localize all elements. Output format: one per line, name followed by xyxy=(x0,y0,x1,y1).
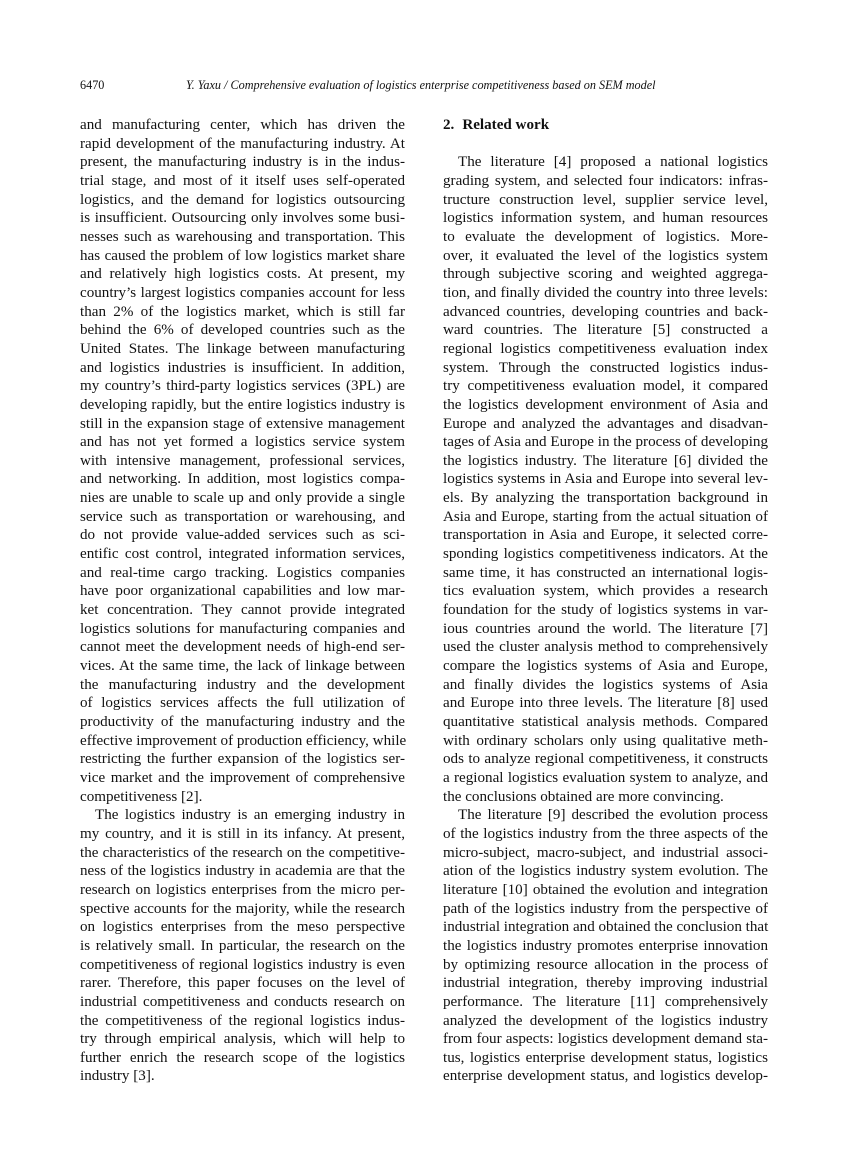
text-line: on logistics enterprises from the meso perspective xyxy=(80,919,405,936)
text-line: compare the logistics systems of Asia and Europe, xyxy=(443,658,768,675)
text-line: ods to analyze regional competitiveness, it constructs xyxy=(443,751,768,768)
text-line: els. By analyzing the transportation background in xyxy=(443,490,768,507)
text-line: try competitiveness evaluation model, it compared xyxy=(443,378,768,395)
text-line: logistics information system, and human resources xyxy=(443,210,768,227)
text-line: my country, and it is still in its infancy. At present, xyxy=(80,825,405,842)
text-line: with ordinary scholars only using qualitative meth- xyxy=(443,732,768,749)
text-line: nesses such as warehousing and transportation. This xyxy=(80,228,405,245)
text-line: the logistics industry promotes enterprise innovation xyxy=(443,937,768,954)
text-line: and networking. In addition, most logistics compa- xyxy=(80,471,405,488)
text-line: the conclusions obtained are more convincing. xyxy=(443,788,724,805)
text-line: present, the manufacturing industry is in the indus- xyxy=(80,154,405,171)
text-line: try through empirical analysis, which will help to xyxy=(80,1031,405,1048)
text-line: transportation in Asia and Europe, it selected corre- xyxy=(443,527,768,544)
text-line: path of the logistics industry from the perspective of xyxy=(443,900,768,917)
text-line: and real-time cargo tracking. Logistics companies xyxy=(80,564,405,581)
left-column xyxy=(80,116,405,1086)
text-line: rapid development of the manufacturing industry. At xyxy=(80,135,405,152)
text-line: spective accounts for the majority, while the research xyxy=(80,900,405,917)
text-line: behind the 6% of developed countries such as the xyxy=(80,322,405,339)
text-line: through subjective scoring and weighted aggrega- xyxy=(443,266,768,283)
text-line: United States. The linkage between manufacturing xyxy=(80,340,405,357)
text-line: my country’s third-party logistics services (3PL) are xyxy=(80,378,405,395)
text-line: logistics systems in Asia and Europe into several lev- xyxy=(443,471,768,488)
text-line: research on logistics enterprises from the micro per- xyxy=(80,881,405,898)
text-line: tus, logistics enterprise development status, logistics xyxy=(443,1049,768,1066)
text-line: tages of Asia and Europe in the process of developing xyxy=(443,434,768,451)
text-line: same time, it has constructed an international logis- xyxy=(443,564,768,581)
text-line: tion, and finally divided the country into three levels: xyxy=(443,284,768,301)
text-line: The literature [4] proposed a national logistics xyxy=(458,154,768,171)
text-line: used the cluster analysis method to comprehensively xyxy=(443,639,768,656)
text-line: have poor organizational capabilities and low mar- xyxy=(80,583,405,600)
text-line: and has not yet formed a logistics service system xyxy=(80,434,405,451)
text-line: foundation for the study of logistics systems in var- xyxy=(443,602,768,619)
text-line: nies are unable to scale up and only provide a single xyxy=(80,490,405,507)
text-line: sponding logistics competitiveness indicators. At the xyxy=(443,546,768,563)
text-line: competitiveness of regional logistics industry is even xyxy=(80,956,405,973)
paragraph xyxy=(80,806,405,1086)
text-line: The literature [9] described the evolution process xyxy=(458,807,768,824)
text-line: micro-subject, macro-subject, and industrial associ- xyxy=(443,844,768,861)
text-line: industry [3]. xyxy=(80,1068,155,1085)
text-line: competitiveness [2]. xyxy=(80,788,203,805)
text-line: country’s largest logistics companies account for less xyxy=(80,284,405,301)
text-line: is insufficient. Outsourcing only involves some busi- xyxy=(80,210,405,227)
text-line: further enrich the research scope of the logistics xyxy=(80,1049,405,1066)
text-line: logistics solutions for manufacturing companies and xyxy=(80,620,405,637)
text-line: trial stage, and most of it itself uses self-operated xyxy=(80,172,405,189)
text-line: the logistics industry. The literature [6] divided the xyxy=(443,452,768,469)
text-line: of the logistics industry from the three aspects of the xyxy=(443,825,768,842)
text-line: productivity of the manufacturing industry and the xyxy=(80,714,405,730)
text-line: tics evaluation system, which provides a research xyxy=(443,583,768,600)
text-line: vice market and the improvement of comprehensive xyxy=(80,769,405,786)
text-line: restricting the further expansion of the logistics ser- xyxy=(80,751,405,768)
text-line: Europe and analyzed the advantages and disadvan- xyxy=(443,415,768,432)
text-line: has caused the problem of low logistics market share xyxy=(80,247,405,264)
text-line: and logistics industries is insufficient. In addition, xyxy=(80,359,405,376)
text-line: to evaluate the development of logistics. More- xyxy=(443,228,768,245)
text-line: still in the expansion stage of extensive management xyxy=(80,415,405,432)
text-line: performance. The literature [11] comprehensively xyxy=(443,993,768,1010)
text-line: analyzed the development of the logistics industry xyxy=(443,1012,768,1029)
section-number: 2. xyxy=(443,117,455,133)
text-line: ward countries. The literature [5] constructed a xyxy=(443,322,768,339)
text-line: advanced countries, developing countries and back- xyxy=(443,303,768,320)
text-line: and finally divides the logistics systems of Asia xyxy=(443,676,768,693)
right-column xyxy=(443,116,768,1086)
text-line: and manufacturing center, which has driven the xyxy=(80,117,405,133)
text-line: the characteristics of the research on the competitive- xyxy=(80,844,405,861)
text-line: vices. At the same time, the lack of linkage between xyxy=(80,658,405,675)
text-line: of logistics services affects the full utilization of xyxy=(80,695,405,712)
text-line: industrial competitiveness and conducts research on xyxy=(80,993,405,1010)
text-line: literature [10] obtained the evolution and integration xyxy=(443,881,768,898)
text-line: the manufacturing industry and the development xyxy=(80,676,405,693)
section-heading xyxy=(443,116,768,135)
text-line: enterprise development status, and logistics develop- xyxy=(443,1068,768,1085)
text-line: effective improvement of production efficiency, while xyxy=(80,732,407,749)
text-line: over, it evaluated the level of the logistics system xyxy=(443,247,768,264)
text-line: with intensive management, professional services, xyxy=(80,452,405,469)
paragraph xyxy=(80,116,405,806)
section-title: Related work xyxy=(462,117,550,133)
text-line: than 2% of the logistics market, which is still far xyxy=(80,303,405,320)
paragraph xyxy=(443,153,768,806)
text-line: industrial integration and obtained the conclusion that xyxy=(443,919,769,936)
text-line: do not provide value-added services such as sci- xyxy=(80,527,405,544)
text-line: The logistics industry is an emerging industry in xyxy=(95,807,405,824)
running-title: Y. Yaxu / Comprehensive evaluation of logistics enterprise competitiveness based on SEM model xyxy=(186,78,656,92)
text-line: industrial integration, thereby improving industrial xyxy=(443,975,768,992)
text-line: Asia and Europe, starting from the actual situation of xyxy=(443,508,768,525)
text-line: from four aspects: logistics development demand sta- xyxy=(443,1031,768,1048)
page-number: 6470 xyxy=(80,78,105,92)
text-line: the competitiveness of the regional logistics indus- xyxy=(80,1012,405,1029)
text-line: rarer. Therefore, this paper focuses on the level of xyxy=(80,975,405,992)
text-line: the logistics development environment of Asia and xyxy=(443,396,768,413)
text-line: ness of the logistics industry in academia are that the xyxy=(80,863,405,880)
paragraph xyxy=(443,806,768,1086)
text-line: system. Through the constructed logistics indus- xyxy=(443,359,768,376)
text-line: and relatively high logistics costs. At present, my xyxy=(80,266,405,283)
text-line: quantitative statistical analysis methods. Compared xyxy=(443,714,768,730)
text-line: tructure construction level, supplier service level, xyxy=(443,191,768,208)
text-line: a regional logistics evaluation system to analyze, and xyxy=(443,769,768,786)
text-line: logistics, and the demand for logistics outsourcing xyxy=(80,191,405,208)
text-line: is relatively small. In particular, the research on the xyxy=(80,937,405,954)
text-line: grading system, and selected four indicators: infras- xyxy=(443,172,768,189)
text-line: entific cost control, integrated information services, xyxy=(80,546,405,563)
text-line: developing rapidly, but the entire logistics industry is xyxy=(80,396,405,413)
text-line: regional logistics competitiveness evaluation index xyxy=(443,340,768,357)
text-line: ation of the logistics industry system evolution. The xyxy=(443,863,768,880)
text-line: ket concentration. They cannot provide integrated xyxy=(80,602,405,619)
running-header xyxy=(80,76,770,94)
text-line: service such as transportation or warehousing, and xyxy=(80,508,405,525)
text-line: and Europe into three levels. The literature [8] used xyxy=(443,695,768,712)
text-line: cannot meet the development needs of high-end ser- xyxy=(80,639,405,656)
text-line: ious countries around the world. The literature [7] xyxy=(443,620,768,637)
text-line: by optimizing resource allocation in the process of xyxy=(443,956,768,973)
